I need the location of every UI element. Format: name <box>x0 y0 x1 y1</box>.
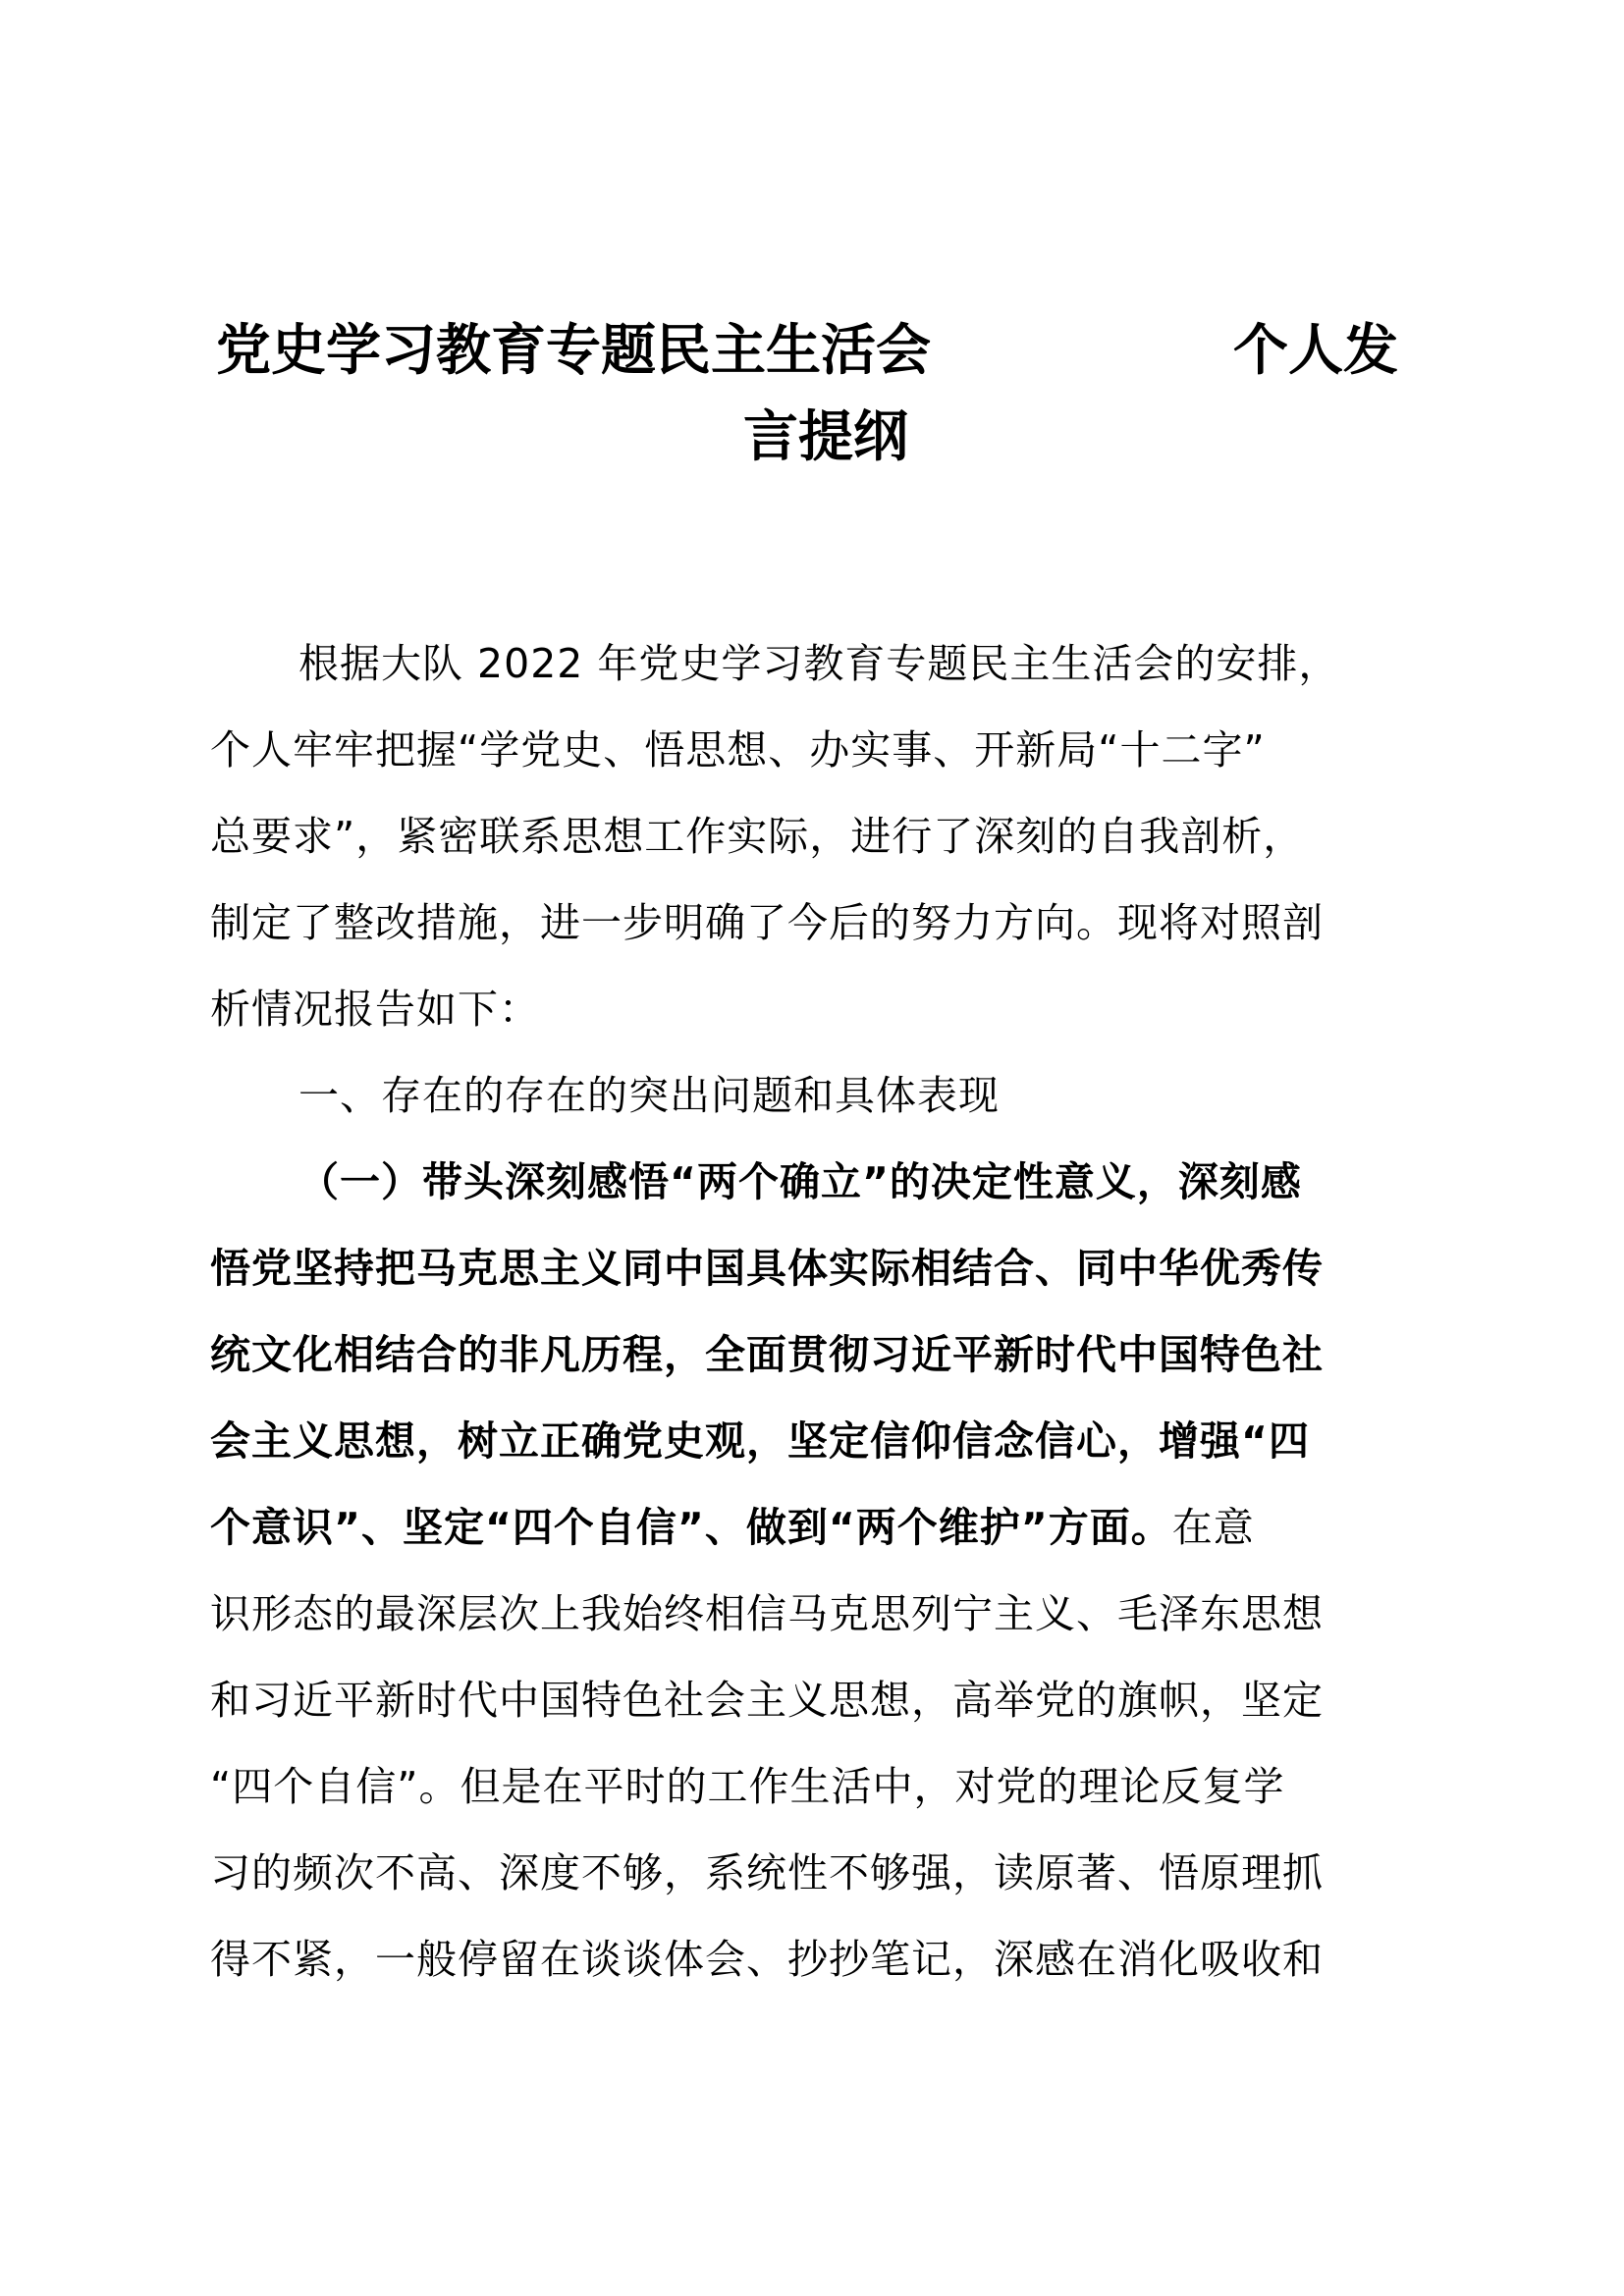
body-line: 习的频次不高、深度不够，系统性不够强，读原著、悟原理抓 <box>210 1849 1324 1896</box>
intro-line: 根据大队 2022 年党史学习教育专题民主生活会的安排， <box>298 640 1340 687</box>
body-line: 和习近平新时代中国特色社会主义思想，高举党的旗帜，坚定 <box>210 1677 1324 1724</box>
section-heading: 一、存在的存在的突出问题和具体表现 <box>298 1072 1000 1119</box>
intro-line: 个人牢牢把握“学党史、悟思想、办实事、开新局“十二字” <box>210 726 1266 774</box>
body-line: 得不紧，一般停留在谈谈体会、抄抄笔记，深感在消化吸收和 <box>210 1936 1324 1983</box>
title-text-right: 个人发 <box>1233 319 1398 383</box>
subsection-heading-end: 个意识”、坚定“四个自信”、做到“两个维护”方面。 <box>210 1504 1172 1551</box>
intro-line: 总要求”，紧密联系思想工作实际，进行了深刻的自我剖析， <box>210 813 1305 860</box>
document-title-line-2 <box>196 405 1428 469</box>
title-text-continued: 言提纲 <box>743 405 908 469</box>
intro-line: 析情况报告如下： <box>210 986 540 1033</box>
subsection-heading-line: 统文化相结合的非凡历程，全面贯彻习近平新时代中国特色社 <box>210 1331 1324 1378</box>
document-body <box>210 620 1428 2002</box>
subsection-heading-line: （一）带头深刻感悟“两个确立”的决定性意义，深刻感 <box>298 1158 1302 1205</box>
subsection-mixed-line <box>210 1484 1428 1571</box>
body-line: “四个自信”。但是在平时的工作生活中，对党的理论反复学 <box>210 1763 1285 1810</box>
intro-line: 制定了整改措施，进一步明确了今后的努力方向。现将对照剖 <box>210 899 1324 946</box>
title-text-left: 党史学习教育专题民主生活会 <box>216 319 931 383</box>
subsection-heading-line: 悟党坚持把马克思主义同中国具体实际相结合、同中华优秀传 <box>210 1245 1324 1292</box>
body-text-start: 在意 <box>1171 1504 1255 1551</box>
body-line: 识形态的最深层次上我始终相信马克思列宁主义、毛泽东思想 <box>210 1590 1324 1637</box>
subsection-heading-line: 会主义思想，树立正确党史观，坚定信仰信念信心，增强“四 <box>210 1417 1310 1465</box>
